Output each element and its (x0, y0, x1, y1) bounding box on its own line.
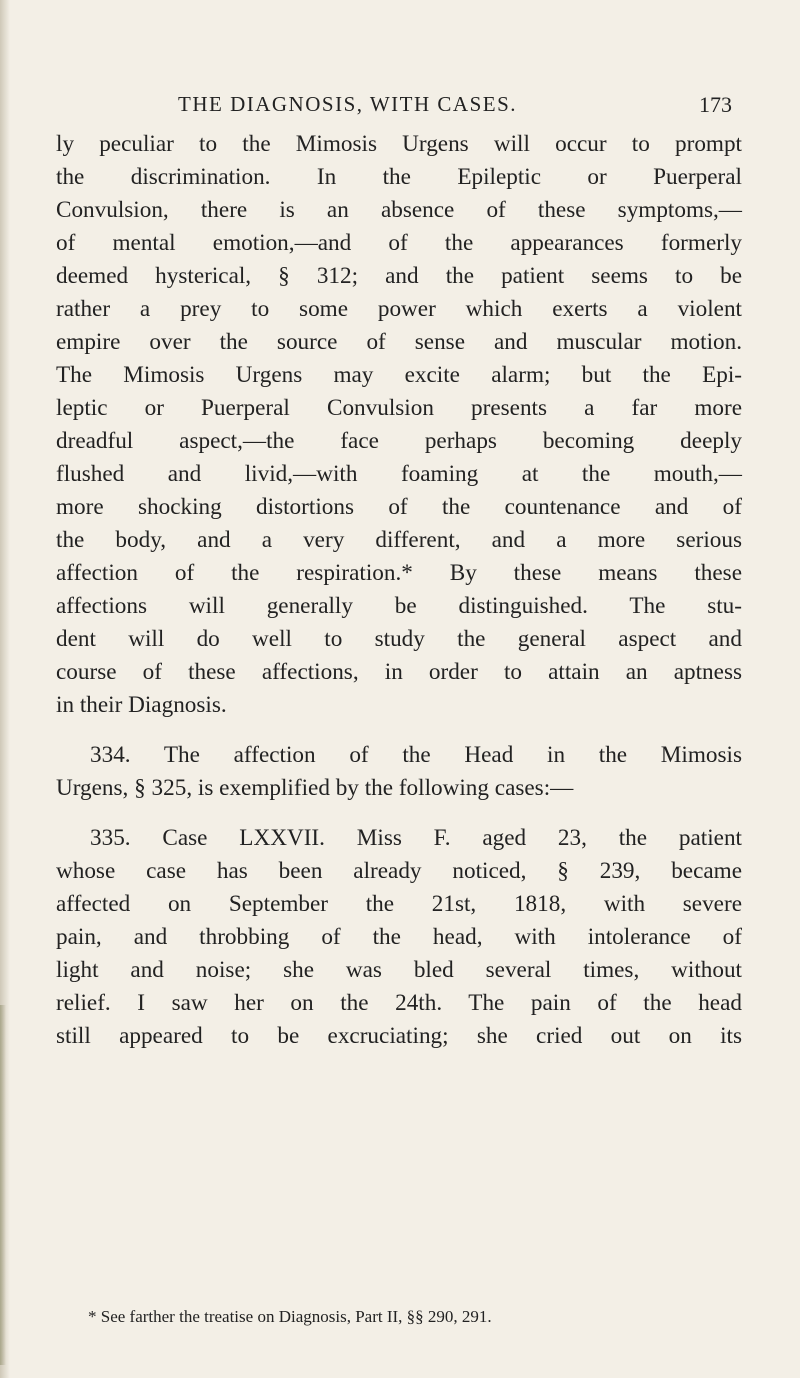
paragraph-335-line: whose case has been already noticed, § 239, became (56, 858, 742, 884)
binding-stain (0, 1005, 6, 1365)
text-line: empire over the source of sense and muscular motion. (56, 329, 742, 355)
text-line: in their Diagnosis. (56, 692, 227, 718)
paragraph-335-line: affected on September the 21st, 1818, with severe (56, 891, 742, 917)
text-line: The Mimosis Urgens may excite alarm; but the Epi- (56, 362, 742, 388)
paragraph-335-line: relief. I saw her on the 24th. The pain of the head (56, 990, 742, 1016)
paragraph-gap (56, 722, 742, 739)
text-line: affection of the respiration.* By these means these (56, 560, 742, 586)
text-line: the discrimination. In the Epileptic or Puerperal (56, 164, 742, 190)
footnote: * See farther the treatise on Diagnosis, Part II, §§ 290, 291. (88, 1307, 492, 1326)
text-line: more shocking distortions of the countenance and of (56, 494, 742, 520)
text-line: flushed and livid,—with foaming at the mouth,— (56, 461, 742, 487)
text-line: course of these affections, in order to attain an aptness (56, 659, 742, 685)
paragraph-334-line: 334. The affection of the Head in the Mimosis (90, 742, 742, 768)
text-line: deemed hysterical, § 312; and the patient seems to be (56, 263, 742, 289)
paragraph-335-line: still appeared to be excruciating; she cried out on its (56, 1023, 742, 1049)
text-line: affections will generally be distinguished. The stu- (56, 593, 742, 619)
text-line: dent will do well to study the general aspect and (56, 626, 742, 652)
text-line: leptic or Puerperal Convulsion presents a far more (56, 395, 742, 421)
paragraph-335-line: light and noise; she was bled several times, without (56, 957, 742, 983)
text-line: dreadful aspect,—the face perhaps becoming deeply (56, 428, 742, 454)
body-text (56, 128, 742, 1053)
page-number: 173 (699, 92, 732, 117)
paragraph-334-line: Urgens, § 325, is exemplified by the following cases:— (56, 775, 574, 801)
text-line: rather a prey to some power which exerts a violent (56, 296, 742, 322)
paragraph-gap (56, 805, 742, 822)
paragraph-335-line: 335. Case LXXVII. Miss F. aged 23, the patient (90, 825, 742, 851)
text-line: the body, and a very different, and a more serious (56, 527, 742, 553)
text-line: of mental emotion,—and of the appearances formerly (56, 230, 742, 256)
running-head (0, 92, 800, 122)
running-title: THE DIAGNOSIS, WITH CASES. (178, 92, 518, 116)
text-line: Convulsion, there is an absence of these symptoms,— (56, 197, 742, 223)
paragraph-335-line: pain, and throbbing of the head, with intolerance of (56, 924, 742, 950)
text-line: ly peculiar to the Mimosis Urgens will occur to prompt (56, 131, 742, 157)
